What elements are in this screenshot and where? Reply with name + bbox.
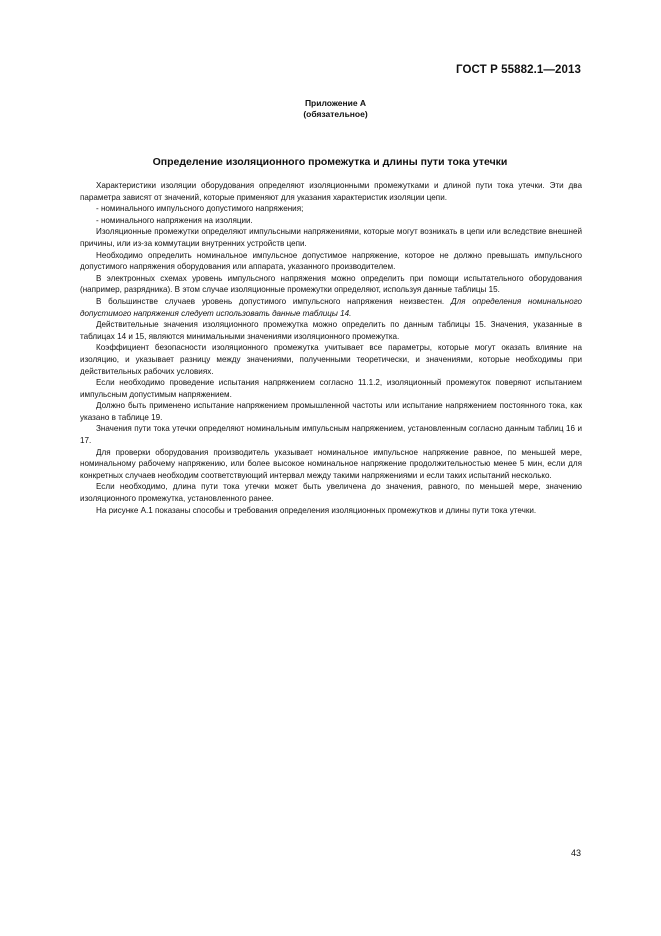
paragraph: Действительные значения изоляционного промежутка можно определить по данным таблицы 15. Значения, указанные в таблицах 14 и 15, являются минимальными значениями изоляционного промежутка.: [80, 320, 582, 341]
paragraph: Если необходимо проведение испытания напряжением согласно 11.1.2, изоляционный промежуток поверяют испытанием импульсным допустимым напряжением.: [80, 378, 582, 399]
list-item: - номинального импульсного допустимого напряжения;: [96, 204, 304, 214]
paragraph: Должно быть применено испытание напряжением промышленной частоты или испытание напряжением постоянного тока, как указано в таблице 19.: [80, 401, 582, 422]
paragraph-italic-text: Для определения номинального допустимого напряжения следует использовать данные таблицы 14.: [80, 296, 582, 318]
paragraph: Коэффициент безопасности изоляционного промежутка учитывает все параметры, которые могут оказать влияние на изоляцию, и указывает разницу между значениями, полученными теоретически, и значениями, которые необходимы при действительных рабочих условиях.: [80, 343, 582, 376]
paragraph: Если необходимо, длина пути тока утечки может быть увеличена до значения, равного, по меньшей мере, значению изоляционного промежутка, установленного ранее.: [80, 482, 582, 504]
appendix-label: Приложение А: [304, 98, 367, 108]
paragraph: Изоляционные промежутки определяют импульсными напряжениями, которые могут возникать в цепи или вследствие внешней причины, или из-за коммутации внутренних устройств цепи.: [80, 227, 582, 248]
body-text: [80, 180, 582, 516]
paragraph-mixed: [80, 296, 582, 319]
document-code: ГОСТ Р 55882.1—2013: [456, 64, 581, 76]
paragraph-normal-text: В большинстве случаев уровень допустимого импульсного напряжения неизвестен.: [96, 296, 451, 306]
paragraph: Значения пути тока утечки определяют номинальным импульсным напряжением, установленным согласно данным таблиц 16 и 17.: [80, 424, 582, 446]
page-number: 43: [570, 848, 581, 858]
paragraph: Для проверки оборудования производитель указывает номинальное импульсное напряжение равное, по меньшей мере, номинальному рабочему напряжению, или более высокое номинальное напряжение продолжительностью менее 5 мин, если для конкретных случаев необходим соответствующий интервал между такими напряжениями и если таких испытаний несколько.: [80, 447, 582, 480]
paragraph: Характеристики изоляции оборудования определяют изоляционными промежутками и длиной пути тока утечки. Эти два параметра зависят от значений, которые применяют для указания характеристик изоляции цепи.: [80, 181, 582, 202]
appendix-heading: [0, 98, 661, 120]
appendix-status: (обязательное): [303, 109, 368, 119]
list-item: - номинального напряжения на изоляции.: [96, 215, 253, 225]
paragraph: В электронных схемах уровень импульсного напряжения можно определить при помощи испытательного оборудования (например, разрядника). В этом случае изоляционные промежутки определяют, используя данные таблицы 15.: [80, 273, 582, 295]
paragraph: На рисунке А.1 показаны способы и требования определения изоляционных промежутков и длины пути тока утечки.: [96, 505, 537, 515]
paragraph: Необходимо определить номинальное импульсное допустимое напряжение, которое не должно превышать импульсного допустимого напряжения оборудования или аппарата, указанного производителем.: [80, 250, 582, 272]
section-title: Определение изоляционного промежутка и длины пути тока утечки: [152, 156, 508, 168]
